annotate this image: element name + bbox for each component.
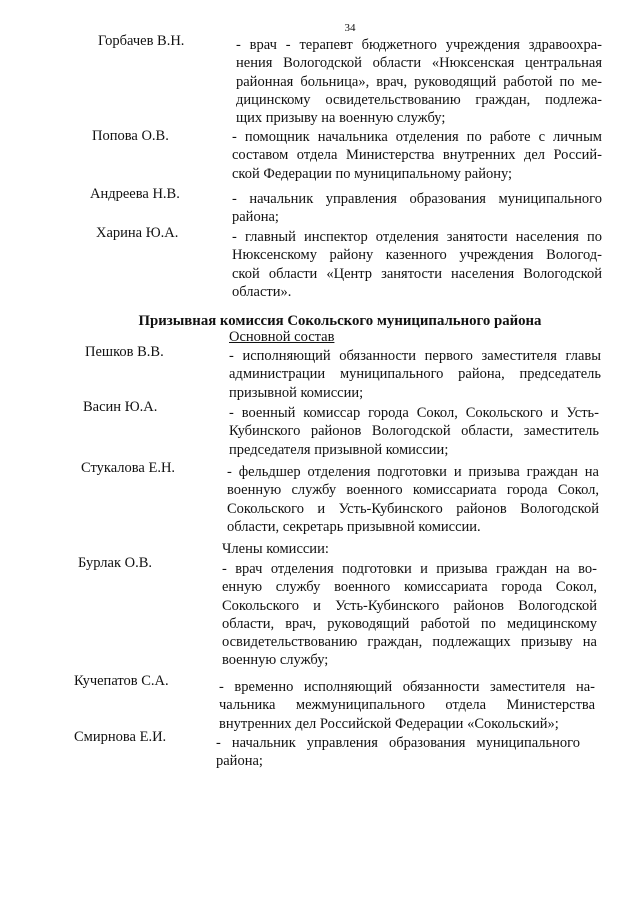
description-line: - главный инспектор отделения занятости населения по xyxy=(232,229,602,245)
description-line: района; xyxy=(216,753,263,770)
entry-name: Кучепатов С.А. xyxy=(74,673,169,689)
description-line: области, секретарь призывной комиссии. xyxy=(227,518,481,535)
description-line: района; xyxy=(232,209,279,226)
description-line: чальника межмуниципального отдела Министерства xyxy=(219,697,595,714)
entry-name: Андреева Н.В. xyxy=(90,186,180,202)
entry-description xyxy=(222,560,597,670)
description-line: председателя призывной комиссии; xyxy=(229,441,449,458)
description-line: - временно исполняющий обязанности заместителя на- xyxy=(219,679,595,695)
description-line: Сокольского и Усть-Кубинского районов Вологодской xyxy=(222,597,597,614)
entry-name: Горбачев В.Н. xyxy=(98,33,185,49)
description-line: ской области «Центр занятости населения Вологодской xyxy=(232,265,602,282)
main-composition-label: Основной состав xyxy=(229,329,335,345)
description-line: - помощник начальника отделения по работе с личным xyxy=(232,129,602,145)
description-line: - исполняющий обязанности первого заместителя главы xyxy=(229,348,601,364)
entry-description xyxy=(229,347,601,402)
members-label: Члены комиссии: xyxy=(222,541,329,557)
description-line: Кубинского районов Вологодской области, заместитель xyxy=(229,423,599,440)
description-line: - врач отделения подготовки и призыва граждан на во- xyxy=(222,561,597,577)
commission-heading: Призывная комиссия Сокольского муниципального района xyxy=(138,313,542,329)
entry-description xyxy=(216,734,580,771)
page-number: 34 xyxy=(344,22,356,34)
description-line: - военный комиссар города Сокол, Сокольского и Усть- xyxy=(229,405,599,421)
entry-description xyxy=(219,678,595,733)
entry-description xyxy=(236,36,602,127)
description-line: нения Вологодской области «Нюксенская центральная xyxy=(236,55,602,72)
entry-name: Харина Ю.А. xyxy=(96,225,179,241)
description-line: области». xyxy=(232,283,292,300)
description-line: освидетельствованию граждан, подлежащих призыву на xyxy=(222,634,597,651)
entry-description xyxy=(232,190,602,227)
entry-name: Попова О.В. xyxy=(92,128,169,144)
entry-name: Пешков В.В. xyxy=(85,344,164,360)
description-line: - начальник управления образования муниципального xyxy=(232,191,602,207)
description-line: Сокольского и Усть-Кубинского районов Вологодской xyxy=(227,500,599,517)
description-line: енную службу военного комиссариата города Сокол, xyxy=(222,579,597,596)
description-line: дицинскому освидетельствованию граждан, подлежа- xyxy=(236,91,602,108)
description-line: внутренних дел Российской Федерации «Сокольский»; xyxy=(219,715,559,732)
description-line: области, врач, руководящий работой по медицинскому xyxy=(222,615,597,632)
description-line: призывной комиссии; xyxy=(229,384,364,401)
description-line: военную службу; xyxy=(222,652,329,669)
description-line: составом отдела Министерства внутренних дел Россий- xyxy=(232,147,602,164)
description-line: - начальник управления образования муниципального xyxy=(216,735,580,751)
description-line: администрации муниципального района, председатель xyxy=(229,366,601,383)
description-line: районная больница», врач, руководящий работой по ме- xyxy=(236,73,602,90)
entry-description xyxy=(227,463,599,536)
entry-name: Бурлак О.В. xyxy=(78,555,153,571)
description-line: - фельдшер отделения подготовки и призыва граждан на xyxy=(227,464,599,480)
description-line: - врач - терапевт бюджетного учреждения здравоохра- xyxy=(236,37,602,53)
description-line: щих призыву на военную службу; xyxy=(236,110,446,127)
entry-name: Васин Ю.А. xyxy=(83,399,158,415)
entry-description xyxy=(229,404,599,459)
description-line: ской Федерации по муниципальному району; xyxy=(232,165,513,182)
entry-description xyxy=(232,228,602,301)
entry-name: Стукалова Е.Н. xyxy=(81,460,176,476)
entry-name: Смирнова Е.И. xyxy=(74,729,167,745)
description-line: Нюксенскому району казенного учреждения Вологод- xyxy=(232,247,602,264)
description-line: военную службу военного комиссариата города Сокол, xyxy=(227,482,599,499)
entry-description xyxy=(232,128,602,183)
